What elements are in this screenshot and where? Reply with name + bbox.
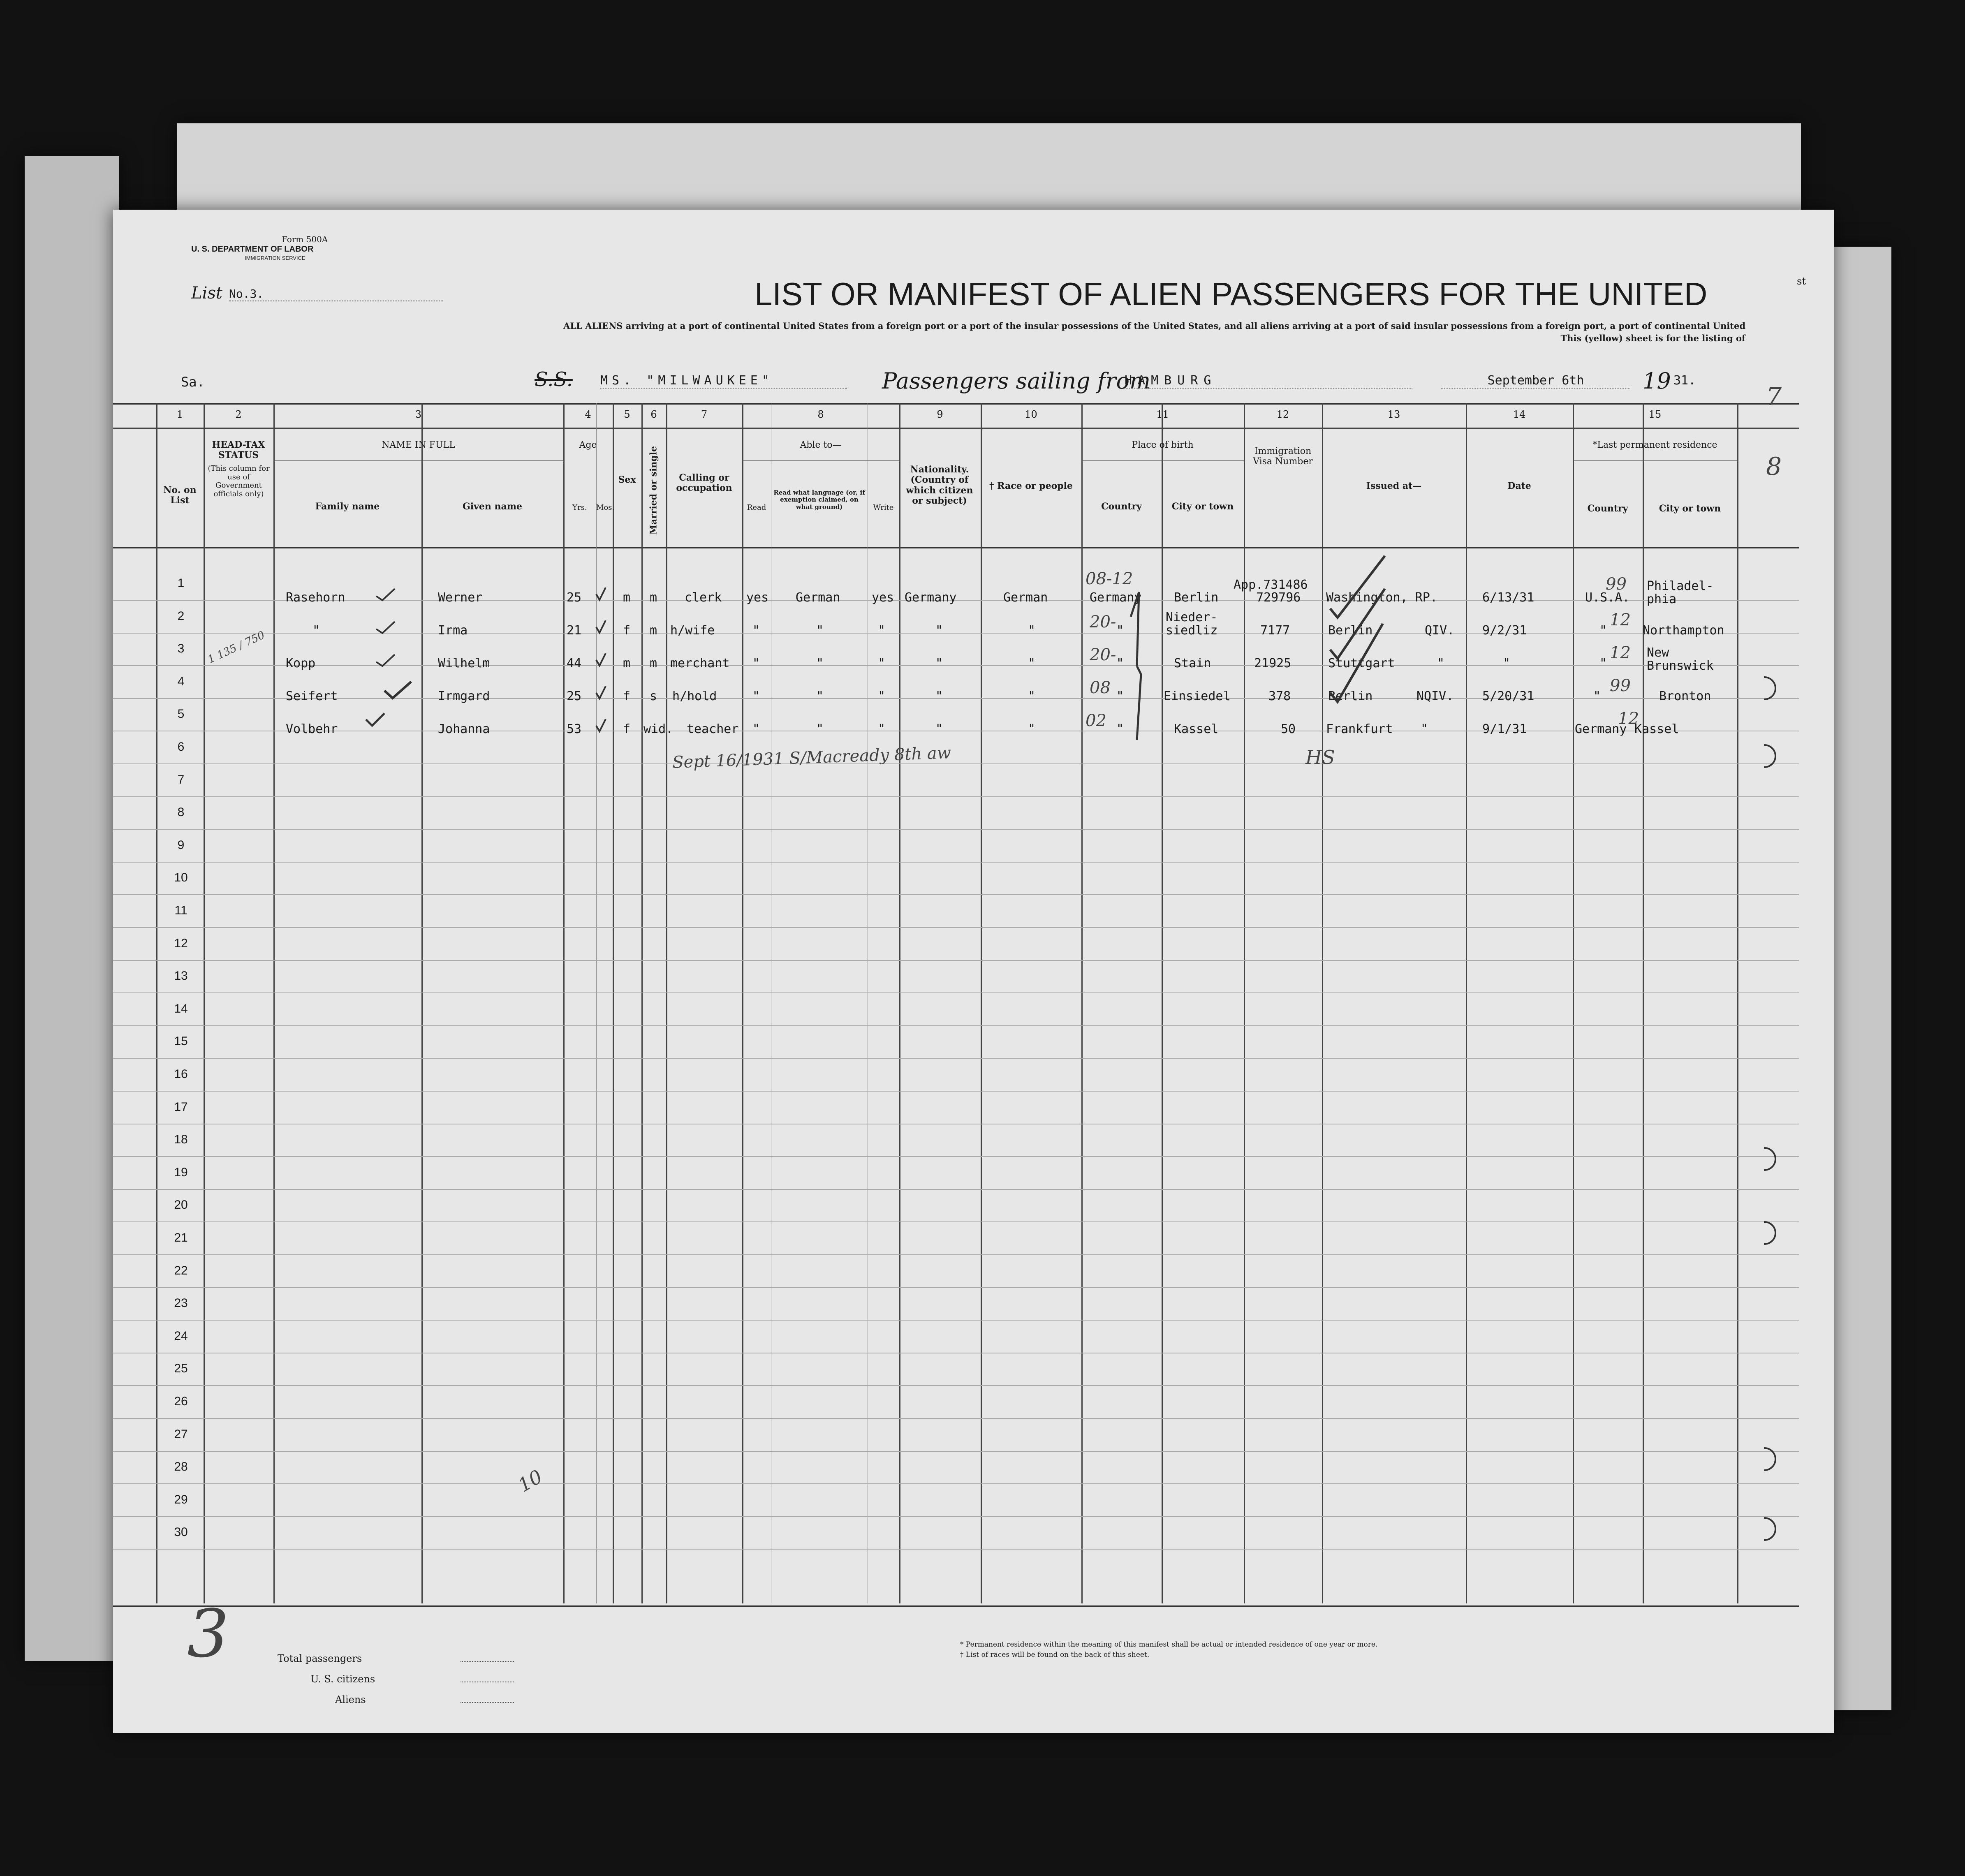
row-number: 21	[174, 1231, 188, 1244]
row-divider	[113, 1091, 1799, 1092]
residence-country: Germany	[1575, 722, 1627, 736]
header-yrs: Yrs.	[572, 503, 587, 512]
birth-code-2: 20-	[1090, 613, 1116, 632]
sailing-label: Passengers sailing from	[882, 368, 1151, 394]
visa-number: 7177	[1260, 623, 1290, 638]
row-number: 20	[174, 1198, 188, 1212]
header-issued-at: Issued at—	[1366, 481, 1422, 491]
visa-date: 9/1/31	[1482, 722, 1527, 736]
row-number: 27	[174, 1427, 188, 1441]
family-name: Rasehorn	[286, 590, 345, 605]
can-read: "	[752, 689, 760, 703]
row-divider	[113, 1549, 1799, 1550]
row-divider	[113, 698, 1799, 699]
can-read: "	[752, 623, 760, 638]
departure-port: HAMBURG	[1125, 373, 1412, 389]
age-years: 25	[567, 689, 582, 703]
header-head-tax: HEAD-TAX STATUS	[212, 440, 265, 461]
side-number: 3	[187, 1595, 229, 1672]
back-sheet-top	[177, 123, 1801, 218]
res-code-4: 99	[1610, 676, 1631, 695]
footer-note-1: * Permanent residence within the meaning of this manifest shall be actual or intended residence of one year or more.	[960, 1640, 1378, 1649]
issued-at: Stuttgart	[1328, 656, 1395, 671]
row-divider	[113, 927, 1799, 928]
header-write: Write	[873, 503, 894, 512]
row-number: 28	[174, 1460, 188, 1474]
birth-city: Stain	[1174, 656, 1211, 671]
col-num-10: 10	[1025, 409, 1037, 420]
residence-country: "	[1599, 623, 1607, 638]
row-divider	[113, 1418, 1799, 1419]
ss-struck: S.S.	[535, 368, 573, 391]
sex: m	[623, 656, 631, 671]
birth-city: Kassel	[1174, 722, 1219, 736]
row-number: 17	[174, 1100, 188, 1114]
row-number: 16	[174, 1067, 188, 1081]
department-name: U. S. DEPARTMENT OF LABOR	[191, 245, 314, 254]
check-marks	[113, 403, 1799, 773]
marital-status: m	[650, 656, 657, 671]
header-no-on-list: No. on List	[163, 485, 197, 506]
row-number: 8	[177, 805, 185, 819]
visa-number: 50	[1281, 722, 1296, 736]
residence-country: "	[1599, 656, 1607, 671]
row-number: 29	[174, 1493, 188, 1506]
read-language: German	[796, 590, 840, 605]
res-code-1: 99	[1606, 575, 1627, 594]
residence-city: Kassel	[1634, 722, 1679, 736]
occupation: h/hold	[672, 689, 717, 703]
handwritten-note-row6: Sept 16/1931 S/Macready 8th aw	[672, 743, 951, 772]
marital-status: m	[650, 590, 657, 605]
read-language: "	[816, 656, 824, 671]
header-head-tax-note: (This column for use of Government officials only)	[208, 464, 270, 499]
read-language: "	[816, 689, 824, 703]
row-divider	[113, 1320, 1799, 1321]
sex: f	[623, 689, 631, 703]
row-divider	[113, 1254, 1799, 1255]
row-number: 5	[177, 707, 185, 721]
col-num-4: 4	[585, 409, 591, 420]
manifest-subtitle-1: ALL ALIENS arriving at a port of continental United States from a foreign port or a port of the insular possessions of the United States, and all aliens arriving at a port of said insular possessions from a foreign port, a port of continental United	[563, 321, 1745, 331]
age-years: 25	[567, 590, 582, 605]
visa-date: 9/2/31	[1482, 623, 1527, 638]
family-name: "	[312, 623, 320, 638]
col-num-15: 15	[1648, 409, 1662, 420]
birth-country: "	[1116, 722, 1124, 736]
header-last-residence: *Last permanent residence	[1592, 440, 1717, 450]
res-code-5: 12	[1618, 709, 1639, 728]
header-calling: Calling or occupation	[676, 472, 732, 494]
header-place-of-birth: Place of birth	[1132, 440, 1194, 450]
sa-label: Sa.	[181, 374, 205, 390]
nationality: Germany	[905, 590, 957, 605]
header-res-city: City or town	[1659, 503, 1721, 514]
header-race: † Race or people	[989, 481, 1073, 491]
header-visa-date: Date	[1507, 481, 1531, 491]
visa-application: App.731486	[1234, 578, 1308, 592]
visa-date: "	[1503, 656, 1511, 671]
row-divider	[113, 796, 1799, 797]
row-divider	[113, 1451, 1799, 1452]
issued-code: "	[1421, 722, 1428, 736]
header-family-name: Family name	[315, 501, 380, 512]
visa-number: 378	[1268, 689, 1291, 703]
row-number: 24	[174, 1329, 188, 1343]
footer-aliens: Aliens	[335, 1694, 366, 1705]
nationality: "	[935, 722, 943, 736]
manifest-title: LIST OR MANIFEST OF ALIEN PASSENGERS FOR THE UNITED	[755, 276, 1708, 312]
read-language: "	[816, 722, 824, 736]
manifest-sheet	[113, 210, 1834, 1733]
col-num-2: 2	[235, 409, 242, 420]
given-name: Irmgard	[438, 689, 490, 703]
col-num-13: 13	[1387, 409, 1400, 420]
col-num-7: 7	[701, 409, 708, 420]
row-number: 22	[174, 1264, 188, 1277]
year-prefix: 19	[1643, 368, 1671, 394]
given-name: Werner	[438, 590, 483, 605]
row-number: 13	[174, 969, 188, 983]
birth-code-4: 08	[1090, 678, 1111, 697]
row-number: 1	[177, 576, 185, 590]
row-number: 23	[174, 1296, 188, 1310]
col-num-1: 1	[176, 409, 183, 420]
issued-at: Frankfurt	[1326, 722, 1393, 736]
row-divider	[113, 894, 1799, 895]
family-name: Kopp	[286, 656, 316, 671]
residence-city: Northampton	[1643, 623, 1724, 638]
birth-city: Nieder-siedliz	[1166, 610, 1218, 638]
nationality: "	[935, 689, 943, 703]
row-divider	[113, 1516, 1799, 1517]
res-code-2: 12	[1610, 611, 1631, 629]
vessel-name: MS. "MILWAUKEE"	[600, 373, 847, 389]
col-num-9: 9	[937, 409, 943, 420]
header-res-country: Country	[1587, 503, 1628, 514]
can-write: "	[878, 689, 886, 703]
given-name: Johanna	[438, 722, 490, 736]
row-number: 12	[174, 937, 188, 950]
row-divider	[113, 829, 1799, 830]
residence-city: Bronton	[1659, 689, 1711, 703]
issued-code: "	[1437, 656, 1445, 671]
header-name-in-full: NAME IN FULL	[382, 440, 455, 450]
marital-status: wid.	[643, 722, 674, 736]
row-divider	[113, 1156, 1799, 1157]
row-number: 19	[174, 1166, 188, 1179]
visa-date: 5/20/31	[1482, 689, 1535, 703]
row-number: 25	[174, 1362, 188, 1375]
row-number: 18	[174, 1133, 188, 1146]
issued-at: Berlin	[1328, 689, 1373, 703]
birth-code-1: 08-12	[1085, 569, 1133, 588]
can-write: "	[878, 656, 886, 671]
back-sheet-left	[25, 156, 119, 1661]
birth-city: Einsiedel	[1164, 689, 1231, 703]
row-divider	[113, 633, 1799, 634]
family-name: Seifert	[286, 689, 338, 703]
row-number: 26	[174, 1395, 188, 1408]
residence-city: Philadel-phia	[1647, 579, 1714, 606]
marital-status: m	[650, 623, 657, 638]
sex: m	[623, 590, 631, 605]
footer-us-citizens: U. S. citizens	[310, 1673, 375, 1685]
header-read: Read	[747, 503, 766, 512]
header-age: Age	[579, 440, 597, 450]
residence-country: U.S.A.	[1585, 590, 1630, 605]
row-divider	[113, 1189, 1799, 1190]
head-tax-mark: 1 135 / 750	[206, 629, 267, 666]
row-number: 30	[174, 1525, 188, 1539]
col-num-11: 11	[1156, 409, 1169, 420]
row-number: 4	[177, 675, 185, 688]
header-birth-country: Country	[1101, 501, 1142, 512]
col-num-6: 6	[650, 409, 657, 420]
given-name: Irma	[438, 623, 468, 638]
given-name: Wilhelm	[438, 656, 490, 671]
visa-number: 729796	[1256, 590, 1301, 605]
age-years: 53	[567, 722, 582, 736]
col-num-14: 14	[1513, 409, 1526, 420]
issued-at: Washington, RP.	[1326, 590, 1437, 605]
header-read-language: Read what language (or, if exemption claimed, on what ground)	[773, 489, 865, 511]
marital-status: s	[650, 689, 657, 703]
row-divider	[113, 992, 1799, 993]
issued-code: NQIV.	[1416, 689, 1454, 703]
row-divider	[113, 763, 1799, 764]
row-number: 2	[177, 609, 185, 623]
nationality: "	[935, 656, 943, 671]
can-read: "	[752, 722, 760, 736]
footer-note-2: † List of races will be found on the back of this sheet.	[960, 1651, 1150, 1659]
birth-country: "	[1116, 689, 1124, 703]
occupation: merchant	[670, 656, 730, 671]
right-edge-text: st	[1797, 275, 1806, 287]
occupation: clerk	[685, 590, 722, 605]
manifest-subtitle-2: This (yellow) sheet is for the listing of	[1560, 333, 1745, 343]
header-mos: Mos.	[596, 503, 615, 512]
header-visa: Immigration Visa Number	[1253, 446, 1313, 467]
row-divider	[113, 1287, 1799, 1288]
residence-country: "	[1593, 689, 1601, 703]
can-write: "	[878, 623, 886, 638]
col-num-3: 3	[415, 409, 422, 420]
race: "	[1028, 722, 1036, 736]
list-label: List	[191, 284, 222, 303]
race: German	[1003, 590, 1048, 605]
row-divider	[113, 665, 1799, 666]
occupation: teacher	[687, 722, 739, 736]
row-divider	[113, 960, 1799, 961]
can-write: yes	[872, 590, 894, 605]
visa-date: 6/13/31	[1482, 590, 1535, 605]
row-number: 3	[177, 642, 185, 655]
issued-code: QIV.	[1425, 623, 1455, 638]
sailing-date: September 6th	[1441, 373, 1630, 389]
service-name: IMMIGRATION SERVICE	[245, 255, 306, 261]
birth-country: "	[1116, 623, 1124, 638]
footer-total-passengers: Total passengers	[278, 1653, 362, 1664]
col-num-5: 5	[624, 409, 630, 420]
manifest-table	[113, 403, 1799, 1603]
age-years: 21	[567, 623, 582, 638]
issued-at: Berlin	[1328, 623, 1373, 638]
row-divider	[113, 1221, 1799, 1222]
nationality: "	[935, 623, 943, 638]
age-years: 44	[567, 656, 582, 671]
right-edge-number: 7	[1766, 382, 1782, 411]
col-num-12: 12	[1276, 409, 1289, 420]
col-num-8: 8	[817, 409, 824, 420]
row-divider	[113, 1025, 1799, 1026]
visa-number: 21925	[1254, 656, 1291, 671]
handwritten-mark-row28: 10	[514, 1465, 546, 1497]
hs-mark: HS	[1305, 746, 1335, 768]
header-married: Married or single	[648, 446, 659, 535]
birth-country: "	[1116, 656, 1124, 671]
res-code-3: 12	[1610, 643, 1631, 662]
header-given-name: Given name	[462, 501, 523, 512]
birth-country: Germany	[1090, 590, 1142, 605]
residence-city: New Brunswick	[1647, 645, 1714, 673]
row-number: 15	[174, 1034, 188, 1048]
race: "	[1028, 623, 1036, 638]
header-able-to: Able to—	[800, 440, 842, 450]
row-number: 14	[174, 1002, 188, 1015]
can-read: yes	[746, 590, 769, 605]
row-number: 7	[177, 773, 185, 786]
row-divider	[113, 862, 1799, 863]
row-divider	[113, 1483, 1799, 1484]
birth-code-5: 02	[1085, 711, 1106, 730]
occupation: h/wife	[670, 623, 715, 638]
family-name: Volbehr	[286, 722, 338, 736]
header-sex: Sex	[618, 474, 636, 485]
row-number: 9	[177, 838, 185, 852]
row-divider	[113, 1058, 1799, 1059]
row-number: 6	[177, 740, 185, 754]
race: "	[1028, 656, 1036, 671]
can-write: "	[878, 722, 886, 736]
row-number: 11	[174, 904, 187, 917]
row-number: 10	[174, 871, 188, 884]
birth-city: Berlin	[1174, 590, 1219, 605]
sex: f	[623, 722, 631, 736]
sex: f	[623, 623, 631, 638]
can-read: "	[752, 656, 760, 671]
right-edge-number-2: 8	[1766, 452, 1782, 481]
header-birth-city: City or town	[1171, 501, 1234, 512]
form-number: Form 500A	[282, 234, 328, 244]
header-nationality: Nationality. (Country of which citizen or subject)	[906, 464, 973, 506]
birth-code-3: 20-	[1090, 645, 1116, 664]
year-suffix: 31.	[1673, 373, 1696, 388]
list-value: No.3.	[229, 287, 443, 301]
race: "	[1028, 689, 1036, 703]
read-language: "	[816, 623, 824, 638]
row-divider	[113, 1385, 1799, 1386]
